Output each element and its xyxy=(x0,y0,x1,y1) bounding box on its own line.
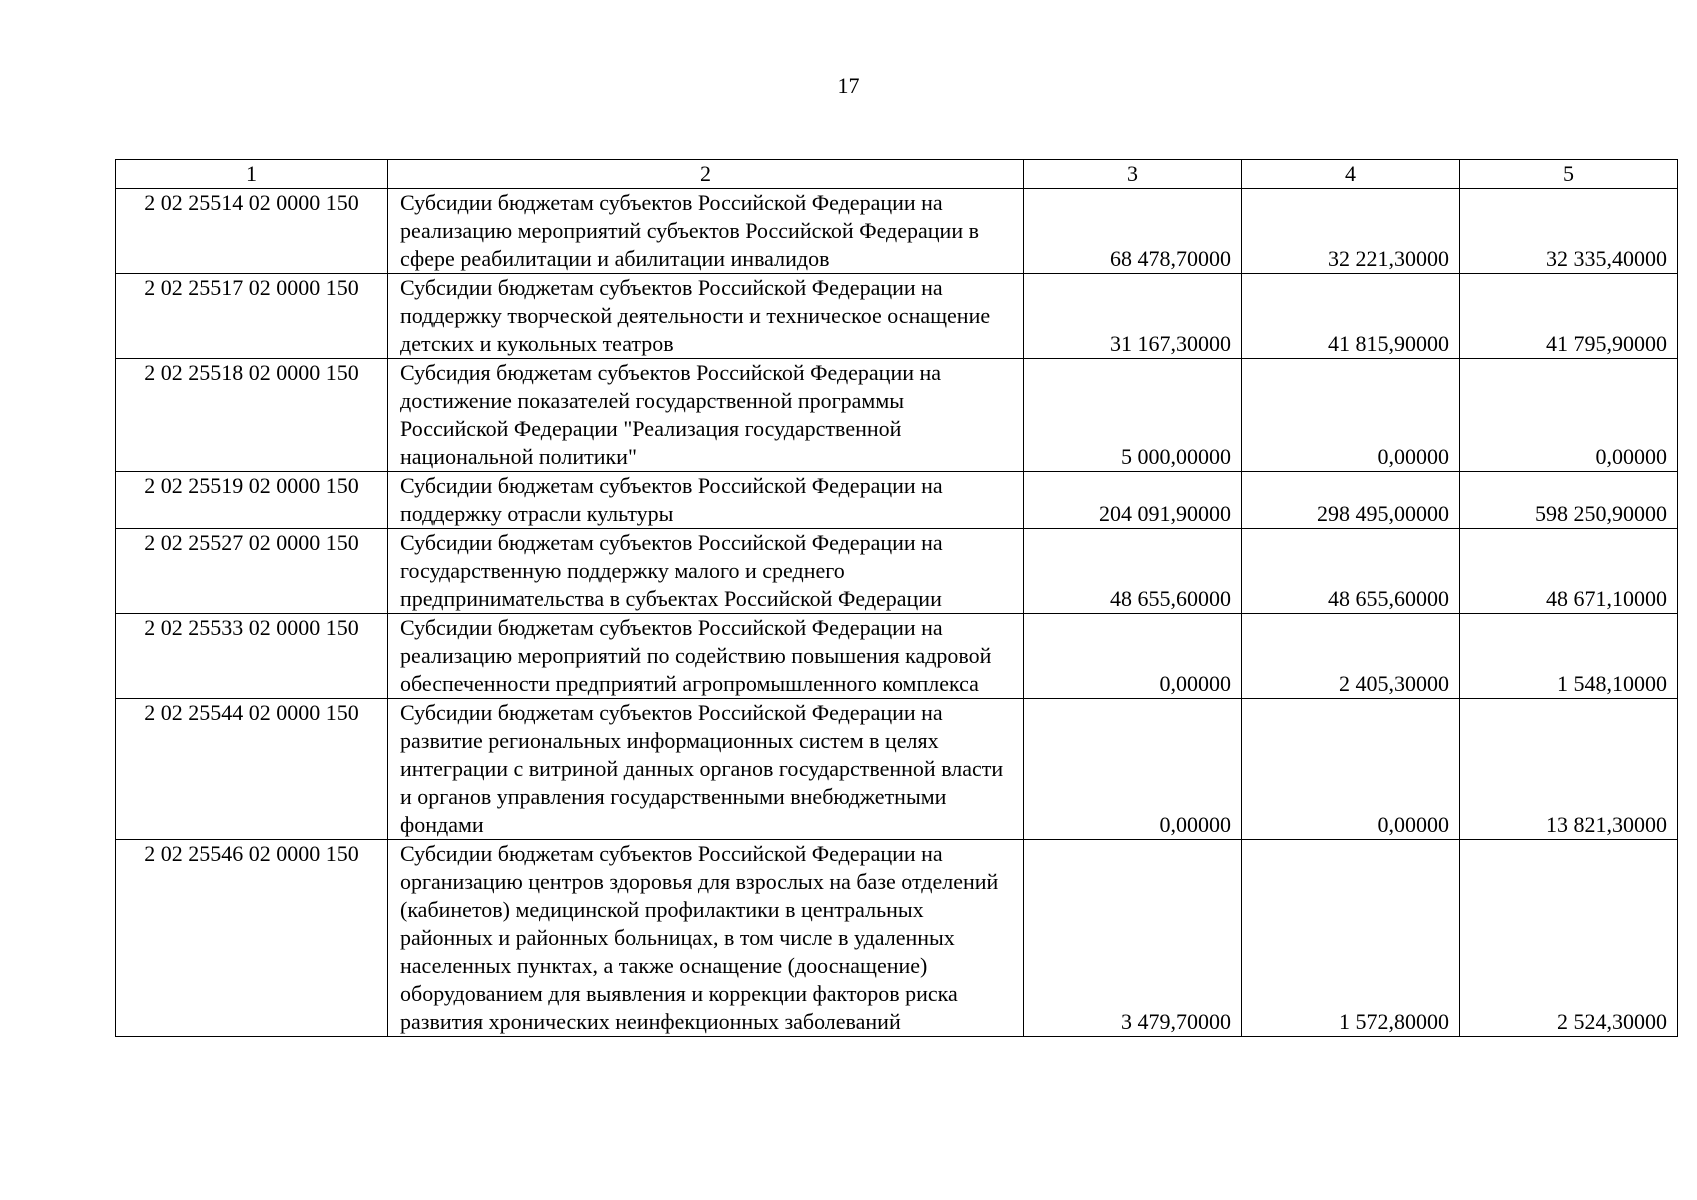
budget-code-cell: 2 02 25519 02 0000 150 xyxy=(116,472,388,529)
amount-cell: 0,00000 xyxy=(1024,614,1242,699)
amount-cell: 68 478,70000 xyxy=(1024,189,1242,274)
amount-cell: 41 795,90000 xyxy=(1460,274,1678,359)
budget-code-cell: 2 02 25527 02 0000 150 xyxy=(116,529,388,614)
amount-cell: 204 091,90000 xyxy=(1024,472,1242,529)
amount-cell: 48 655,60000 xyxy=(1242,529,1460,614)
table-row xyxy=(116,274,1678,359)
amount-cell: 1 572,80000 xyxy=(1242,840,1460,1037)
column-header: 3 xyxy=(1024,160,1242,189)
column-header: 2 xyxy=(388,160,1024,189)
amount-cell: 48 671,10000 xyxy=(1460,529,1678,614)
amount-cell: 48 655,60000 xyxy=(1024,529,1242,614)
amount-cell: 41 815,90000 xyxy=(1242,274,1460,359)
amount-cell: 0,00000 xyxy=(1242,359,1460,472)
budget-code-cell: 2 02 25517 02 0000 150 xyxy=(116,274,388,359)
amount-cell: 0,00000 xyxy=(1460,359,1678,472)
budget-code-cell: 2 02 25544 02 0000 150 xyxy=(116,699,388,840)
budget-code-cell: 2 02 25546 02 0000 150 xyxy=(116,840,388,1037)
table-row xyxy=(116,189,1678,274)
description-cell: Субсидии бюджетам субъектов Российской Федерации на поддержку отрасли культуры xyxy=(388,472,1024,529)
amount-cell: 32 221,30000 xyxy=(1242,189,1460,274)
table-row xyxy=(116,699,1678,840)
description-cell: Субсидия бюджетам субъектов Российской Федерации на достижение показателей государственной программы Российской Федерации "Реализация государственной национальной политики" xyxy=(388,359,1024,472)
amount-cell: 31 167,30000 xyxy=(1024,274,1242,359)
amount-cell: 2 524,30000 xyxy=(1460,840,1678,1037)
description-cell: Субсидии бюджетам субъектов Российской Федерации на организацию центров здоровья для взрослых на базе отделений (кабинетов) медицинской профилактики в центральных районных и районных больницах, в том числе в удаленных населенных пунктах, а также оснащение (дооснащение) оборудованием для выявления и коррекции факторов риска развития хронических неинфекционных заболеваний xyxy=(388,840,1024,1037)
amount-cell: 0,00000 xyxy=(1242,699,1460,840)
table-row xyxy=(116,359,1678,472)
description-cell: Субсидии бюджетам субъектов Российской Федерации на развитие региональных информационных систем в целях интеграции с витриной данных органов государственной власти и органов управления государственными внебюджетными фондами xyxy=(388,699,1024,840)
table-row xyxy=(116,529,1678,614)
amount-cell: 32 335,40000 xyxy=(1460,189,1678,274)
page-number: 17 xyxy=(837,73,860,98)
table-row xyxy=(116,472,1678,529)
table-header-row xyxy=(116,160,1678,189)
amount-cell: 1 548,10000 xyxy=(1460,614,1678,699)
column-header: 5 xyxy=(1460,160,1678,189)
description-cell: Субсидии бюджетам субъектов Российской Федерации на государственную поддержку малого и среднего предпринимательства в субъектах Российской Федерации xyxy=(388,529,1024,614)
amount-cell: 13 821,30000 xyxy=(1460,699,1678,840)
description-cell: Субсидии бюджетам субъектов Российской Федерации на реализацию мероприятий субъектов Российской Федерации в сфере реабилитации и абилитации инвалидов xyxy=(388,189,1024,274)
budget-code-cell: 2 02 25533 02 0000 150 xyxy=(116,614,388,699)
column-header: 4 xyxy=(1242,160,1460,189)
amount-cell: 598 250,90000 xyxy=(1460,472,1678,529)
column-header: 1 xyxy=(116,160,388,189)
description-cell: Субсидии бюджетам субъектов Российской Федерации на реализацию мероприятий по содействию повышения кадровой обеспеченности предприятий агропромышленного комплекса xyxy=(388,614,1024,699)
amount-cell: 3 479,70000 xyxy=(1024,840,1242,1037)
amount-cell: 2 405,30000 xyxy=(1242,614,1460,699)
amount-cell: 0,00000 xyxy=(1024,699,1242,840)
budget-code-cell: 2 02 25518 02 0000 150 xyxy=(116,359,388,472)
budget-code-cell: 2 02 25514 02 0000 150 xyxy=(116,189,388,274)
budget-table xyxy=(115,159,1678,1037)
amount-cell: 298 495,00000 xyxy=(1242,472,1460,529)
table-row xyxy=(116,840,1678,1037)
table-row xyxy=(116,614,1678,699)
amount-cell: 5 000,00000 xyxy=(1024,359,1242,472)
description-cell: Субсидии бюджетам субъектов Российской Федерации на поддержку творческой деятельности и техническое оснащение детских и кукольных театров xyxy=(388,274,1024,359)
